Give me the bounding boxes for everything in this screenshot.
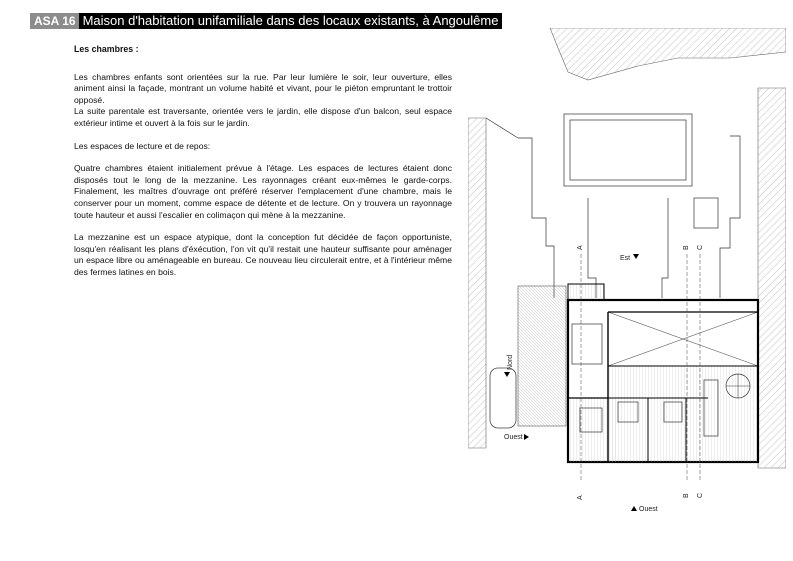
project-code: ASA 16 — [30, 13, 79, 29]
section-heading: Les chambres : — [74, 44, 139, 54]
orientation-nord — [504, 355, 514, 377]
section-a-bottom: A — [577, 495, 584, 500]
section-c-bottom: C — [697, 492, 704, 498]
building — [568, 284, 758, 462]
orientation-est — [620, 254, 639, 262]
garden-lines — [486, 114, 740, 298]
orientation-ouest-left — [504, 434, 529, 441]
orientation-ouest-bottom — [631, 506, 658, 513]
svg-text:Ouest: Ouest — [639, 506, 658, 513]
floor-plan — [468, 28, 786, 526]
parking-area — [490, 286, 566, 428]
text-column — [74, 44, 452, 290]
section-b-top: B — [683, 245, 690, 250]
section-b-bottom: B — [683, 493, 690, 498]
section-a-top: A — [577, 245, 584, 250]
page-header — [30, 13, 502, 29]
section-c-top: C — [697, 244, 704, 250]
paragraph-lecture-title: Les espaces de lecture et de repos: — [74, 140, 211, 151]
svg-text:Ouest: Ouest — [504, 434, 523, 441]
page-title: Maison d'habitation unifamiliale dans des locaux existants, à Angoulême — [79, 13, 503, 29]
paragraph-chambres: Les chambres enfants sont orientées sur la rue. Par leur lumière le soir, leur ouverture, elles animent ainsi la façade, montrant un volume habité et vivant, pour le piéton empruntant le trottoir opposé. La suite parentale est traversante, orientée vers le jardin, elle dispose d'un balcon, seul espace extérieur intime et ouvert à la fois sur le jardin. — [74, 71, 452, 128]
paragraph-lecture: Quatre chambres étaient initialement prévue à l'étage. Les espaces de lectures étaient donc disposés tout le long de la mezzanine. Les rayonnages créant eux-mêmes le garde-corps. Finalement, les maîtres d'ouvrage ont préféré réserver l'emplacement d'une chambre, mais le conserver pour un moment, comme espace de détente et de lecture. On y trouvera un rayonnage toute hauteur et aussi l'escalier en colimaçon qui mène à la mezzanine. — [74, 163, 452, 220]
svg-text:Nord: Nord — [507, 354, 514, 370]
paragraph-mezzanine: La mezzanine est un espace atypique, dont la conception fut décidée de façon opportuniste, losqu'en réalisant les plans d'éxécution, l'on vit qu'il restait une hauteur suffisante pour aménager un espace libre ou aménageable en bureau. Ce nouveau lieu circulerait entre, et à l'intérieur même des fermes latines en bois. — [74, 232, 452, 277]
svg-text:Est: Est — [620, 255, 631, 262]
